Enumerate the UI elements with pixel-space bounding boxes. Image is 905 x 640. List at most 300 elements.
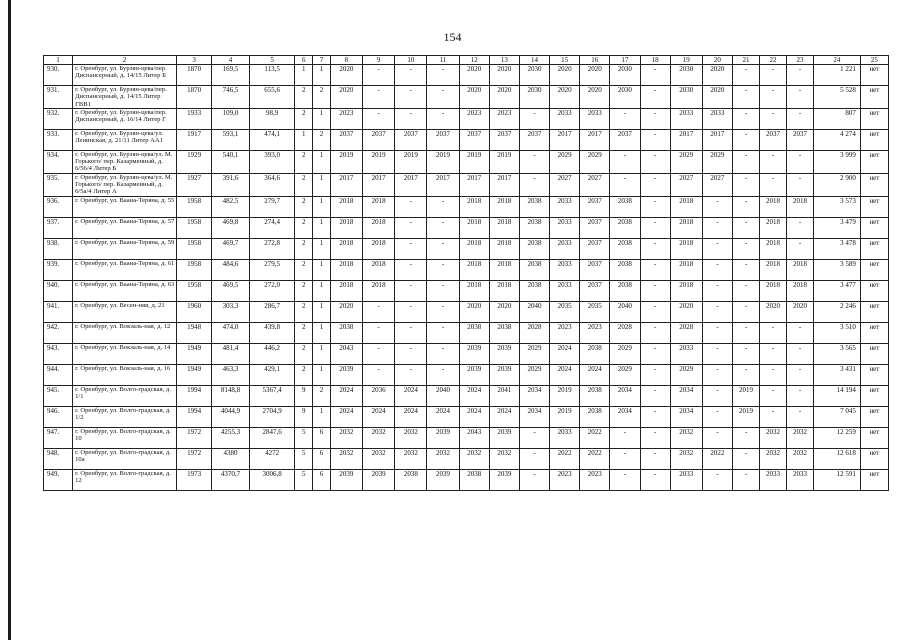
total-cell: 2 246 xyxy=(814,301,861,322)
table-cell: 1 xyxy=(313,217,331,238)
table-cell: 1958 xyxy=(177,259,212,280)
table-cell: - xyxy=(733,196,760,217)
table-cell: - xyxy=(733,301,760,322)
table-cell: 2027 xyxy=(550,173,580,196)
table-cell: - xyxy=(519,108,549,129)
table-cell: 2040 xyxy=(610,301,640,322)
total-cell: 3 431 xyxy=(814,364,861,385)
table-cell: 2022 xyxy=(580,448,610,469)
table-cell: 2032 xyxy=(670,448,702,469)
table-cell: 1958 xyxy=(177,238,212,259)
table-cell: 2017 xyxy=(459,173,489,196)
table-cell: - xyxy=(427,343,459,364)
table-cell: 2039 xyxy=(489,364,519,385)
table-cell: 286,7 xyxy=(249,301,295,322)
table-cell: - xyxy=(787,86,814,109)
status-cell: нет xyxy=(860,86,888,109)
table-cell: 2022 xyxy=(580,427,610,448)
table-cell: 2033 xyxy=(760,469,787,490)
table-cell: 1 xyxy=(313,364,331,385)
table-cell: - xyxy=(640,86,670,109)
table-cell: - xyxy=(363,322,395,343)
table-cell: 2020 xyxy=(550,65,580,86)
table-cell: 2038 xyxy=(489,322,519,343)
total-cell: 3 589 xyxy=(814,259,861,280)
table-cell: 2032 xyxy=(670,427,702,448)
table-row xyxy=(44,86,889,109)
table-cell: 1958 xyxy=(177,196,212,217)
table-cell: - xyxy=(733,65,760,86)
table-cell: - xyxy=(640,427,670,448)
table-cell: - xyxy=(640,406,670,427)
table-cell: - xyxy=(519,173,549,196)
table-cell: 2037 xyxy=(580,259,610,280)
table-cell: - xyxy=(395,238,427,259)
table-cell: 303,3 xyxy=(212,301,249,322)
column-number-15: 15 xyxy=(550,56,580,65)
row-number-cell: 936. xyxy=(44,196,73,217)
table-cell: - xyxy=(427,86,459,109)
table-cell: 1960 xyxy=(177,301,212,322)
table-cell: - xyxy=(427,196,459,217)
table-cell: - xyxy=(760,108,787,129)
table-cell: 474,0 xyxy=(212,322,249,343)
total-cell: 3 999 xyxy=(814,150,861,173)
table-cell: 1 xyxy=(313,322,331,343)
table-cell: 4044,9 xyxy=(212,406,249,427)
table-cell: 2029 xyxy=(610,364,640,385)
table-cell: 2037 xyxy=(760,129,787,150)
table-cell: - xyxy=(702,469,732,490)
total-cell: 7 045 xyxy=(814,406,861,427)
table-cell: 2017 xyxy=(550,129,580,150)
table-cell: - xyxy=(733,86,760,109)
table-cell: 469,5 xyxy=(212,280,249,301)
table-cell: - xyxy=(363,65,395,86)
table-cell: 2033 xyxy=(550,280,580,301)
table-cell: - xyxy=(702,322,732,343)
table-cell: 1870 xyxy=(177,65,212,86)
table-cell: - xyxy=(640,108,670,129)
table-cell: - xyxy=(787,217,814,238)
column-number-7: 7 xyxy=(313,56,331,65)
table-row xyxy=(44,196,889,217)
table-cell: 2033 xyxy=(670,343,702,364)
table-cell: 2033 xyxy=(670,469,702,490)
table-cell: 2020 xyxy=(550,86,580,109)
table-cell: 2019 xyxy=(395,150,427,173)
table-row xyxy=(44,385,889,406)
table-cell: 2023 xyxy=(550,469,580,490)
column-number-12: 12 xyxy=(459,56,489,65)
status-cell: нет xyxy=(860,448,888,469)
table-cell: 2034 xyxy=(610,406,640,427)
table-cell: 2018 xyxy=(670,259,702,280)
table-cell: 2019 xyxy=(489,150,519,173)
table-cell: 655,6 xyxy=(249,86,295,109)
table-cell: 2038 xyxy=(330,322,362,343)
table-cell: 5 xyxy=(295,469,313,490)
register-table xyxy=(43,55,889,491)
table-cell: 2 xyxy=(313,86,331,109)
table-cell: 2037 xyxy=(427,129,459,150)
table-cell: 2024 xyxy=(395,406,427,427)
table-cell: 2024 xyxy=(459,385,489,406)
table-cell: - xyxy=(733,238,760,259)
table-cell: 2032 xyxy=(395,448,427,469)
table-cell: - xyxy=(363,108,395,129)
table-cell: - xyxy=(640,301,670,322)
table-cell: 2023 xyxy=(459,108,489,129)
table-cell: 2034 xyxy=(519,406,549,427)
table-cell: 2033 xyxy=(702,108,732,129)
table-cell: 1973 xyxy=(177,469,212,490)
table-cell: 2022 xyxy=(702,448,732,469)
column-number-25: 25 xyxy=(860,56,888,65)
column-number-22: 22 xyxy=(760,56,787,65)
table-cell: - xyxy=(640,448,670,469)
table-cell: 2018 xyxy=(489,259,519,280)
column-number-21: 21 xyxy=(733,56,760,65)
table-cell: 2 xyxy=(295,301,313,322)
table-cell: 2 xyxy=(295,196,313,217)
table-cell: 439,8 xyxy=(249,322,295,343)
table-cell: - xyxy=(787,150,814,173)
row-number-cell: 937. xyxy=(44,217,73,238)
table-cell: 2018 xyxy=(459,196,489,217)
table-cell: 2038 xyxy=(610,196,640,217)
table-cell: - xyxy=(702,343,732,364)
column-number-header xyxy=(44,56,889,65)
table-cell: 2020 xyxy=(459,301,489,322)
total-cell: 14 194 xyxy=(814,385,861,406)
column-number-3: 3 xyxy=(177,56,212,65)
table-cell: 1949 xyxy=(177,343,212,364)
table-cell: - xyxy=(702,427,732,448)
table-cell: - xyxy=(760,65,787,86)
table-cell: 5 xyxy=(295,427,313,448)
table-cell: 2020 xyxy=(787,301,814,322)
column-number-1: 1 xyxy=(44,56,73,65)
table-cell: 364,6 xyxy=(249,173,295,196)
table-cell: - xyxy=(787,173,814,196)
status-cell: нет xyxy=(860,406,888,427)
table-cell: 4370,7 xyxy=(212,469,249,490)
row-number-cell: 938. xyxy=(44,238,73,259)
column-number-17: 17 xyxy=(610,56,640,65)
table-cell: 2020 xyxy=(330,86,362,109)
table-cell: - xyxy=(640,217,670,238)
table-cell: 5367,4 xyxy=(249,385,295,406)
total-cell: 3 477 xyxy=(814,280,861,301)
address-cell: г. Оренбург, ул. Ваана-Теряна, д. 63 xyxy=(73,280,177,301)
table-cell: 2018 xyxy=(760,280,787,301)
table-cell: - xyxy=(702,364,732,385)
address-cell: г. Оренбург, ул. Бурзян-цева/пер. Диспансерный, д. 14/15 Литер ГВВ1 xyxy=(73,86,177,109)
table-cell: 1972 xyxy=(177,427,212,448)
column-number-20: 20 xyxy=(702,56,732,65)
row-number-cell: 932. xyxy=(44,108,73,129)
table-cell: 2018 xyxy=(760,196,787,217)
table-cell: 2039 xyxy=(330,469,362,490)
total-cell: 12 618 xyxy=(814,448,861,469)
row-number-cell: 947. xyxy=(44,427,73,448)
table-cell: 482,5 xyxy=(212,196,249,217)
table-cell: 2038 xyxy=(610,217,640,238)
table-cell: 2030 xyxy=(519,65,549,86)
table-cell: 2020 xyxy=(702,65,732,86)
table-cell: 2022 xyxy=(550,448,580,469)
table-cell: - xyxy=(395,108,427,129)
table-cell: 2020 xyxy=(489,86,519,109)
table-cell: 2023 xyxy=(330,108,362,129)
column-number-5: 5 xyxy=(249,56,295,65)
total-cell: 4 274 xyxy=(814,129,861,150)
table-cell: - xyxy=(640,129,670,150)
table-cell: 2038 xyxy=(459,469,489,490)
table-cell: 2018 xyxy=(330,259,362,280)
table-cell: 2018 xyxy=(670,196,702,217)
table-cell: 2019 xyxy=(330,150,362,173)
table-cell: 2018 xyxy=(489,280,519,301)
table-cell: 6 xyxy=(313,448,331,469)
address-cell: г. Оренбург, ул. Бурзян-цева/ул. М. Горького/ пер. Казарменный, д. 6/56/4 Литер Б xyxy=(73,150,177,173)
table-cell: - xyxy=(733,343,760,364)
table-cell: 1 xyxy=(313,150,331,173)
total-cell: 12 591 xyxy=(814,469,861,490)
column-number-2: 2 xyxy=(73,56,177,65)
table-row xyxy=(44,427,889,448)
column-number-16: 16 xyxy=(580,56,610,65)
table-cell: 2033 xyxy=(787,469,814,490)
table-cell: 4272 xyxy=(249,448,295,469)
table-cell: 2041 xyxy=(489,385,519,406)
table-row xyxy=(44,280,889,301)
table-cell: 2039 xyxy=(459,343,489,364)
table-cell: 2018 xyxy=(760,238,787,259)
table-cell: 2 xyxy=(295,280,313,301)
table-cell: 2 xyxy=(295,322,313,343)
table-cell: 1 xyxy=(313,173,331,196)
table-row xyxy=(44,129,889,150)
table-cell: 2 xyxy=(295,238,313,259)
table-cell: 2038 xyxy=(580,385,610,406)
table-cell: 2019 xyxy=(550,385,580,406)
table-cell: 2017 xyxy=(489,173,519,196)
table-cell: 279,5 xyxy=(249,259,295,280)
table-cell: 5 xyxy=(295,448,313,469)
total-cell: 3 478 xyxy=(814,238,861,259)
table-cell: 2024 xyxy=(459,406,489,427)
table-cell: 2040 xyxy=(519,301,549,322)
table-cell: 2032 xyxy=(395,427,427,448)
table-cell: 279,7 xyxy=(249,196,295,217)
table-cell: 1 xyxy=(313,280,331,301)
table-cell: 9 xyxy=(295,406,313,427)
row-number-cell: 944. xyxy=(44,364,73,385)
table-cell: 469,7 xyxy=(212,238,249,259)
table-cell: - xyxy=(395,259,427,280)
table-row xyxy=(44,65,889,86)
table-cell: - xyxy=(395,217,427,238)
column-number-13: 13 xyxy=(489,56,519,65)
table-cell: 2039 xyxy=(489,469,519,490)
table-cell: 2018 xyxy=(489,196,519,217)
table-cell: - xyxy=(787,364,814,385)
status-cell: нет xyxy=(860,129,888,150)
table-cell: 2019 xyxy=(363,150,395,173)
table-cell: 393,0 xyxy=(249,150,295,173)
table-cell: - xyxy=(395,196,427,217)
table-cell: 2037 xyxy=(580,217,610,238)
table-cell: 2024 xyxy=(395,385,427,406)
column-number-11: 11 xyxy=(427,56,459,65)
table-cell: 540,1 xyxy=(212,150,249,173)
table-cell: 2017 xyxy=(670,129,702,150)
table-cell: 274,4 xyxy=(249,217,295,238)
table-cell: - xyxy=(702,238,732,259)
table-cell: 2020 xyxy=(459,65,489,86)
row-number-cell: 946. xyxy=(44,406,73,427)
table-cell: - xyxy=(760,322,787,343)
column-number-6: 6 xyxy=(295,56,313,65)
table-cell: 2032 xyxy=(459,448,489,469)
table-cell: 484,6 xyxy=(212,259,249,280)
table-cell: 2030 xyxy=(610,86,640,109)
table-cell: - xyxy=(363,301,395,322)
address-cell: г. Оренбург, ул. Весен-няя, д. 21 xyxy=(73,301,177,322)
table-cell: 2029 xyxy=(670,150,702,173)
table-cell: 2038 xyxy=(519,280,549,301)
address-cell: г. Оренбург, ул. Бурзян-цева/ул. М. Горького/ пер. Казарменный, д. 6/5а/4 Литер А xyxy=(73,173,177,196)
table-cell: 2029 xyxy=(610,343,640,364)
table-cell: 113,5 xyxy=(249,65,295,86)
table-cell: 2018 xyxy=(670,217,702,238)
table-cell: 2 xyxy=(313,385,331,406)
table-cell: - xyxy=(787,65,814,86)
table-cell: 2 xyxy=(295,150,313,173)
table-cell: 1948 xyxy=(177,322,212,343)
table-cell: - xyxy=(733,259,760,280)
table-cell: 2032 xyxy=(330,427,362,448)
table-cell: 2018 xyxy=(330,238,362,259)
row-number-cell: 943. xyxy=(44,343,73,364)
table-cell: 2029 xyxy=(519,364,549,385)
table-cell: - xyxy=(519,469,549,490)
table-cell: 3006,8 xyxy=(249,469,295,490)
row-number-cell: 948. xyxy=(44,448,73,469)
table-cell: 2039 xyxy=(363,469,395,490)
table-cell: 2018 xyxy=(670,238,702,259)
table-cell: - xyxy=(610,150,640,173)
table-cell: 2038 xyxy=(610,280,640,301)
table-cell: - xyxy=(363,364,395,385)
address-cell: г. Оренбург, ул. Волго-градская, д. 12 xyxy=(73,469,177,490)
table-cell: 2033 xyxy=(670,108,702,129)
table-cell: 2039 xyxy=(330,364,362,385)
table-cell: 2038 xyxy=(395,469,427,490)
table-cell: 2037 xyxy=(330,129,362,150)
table-cell: - xyxy=(427,238,459,259)
status-cell: нет xyxy=(860,322,888,343)
status-cell: нет xyxy=(860,217,888,238)
table-cell: 2029 xyxy=(580,150,610,173)
table-cell: - xyxy=(733,448,760,469)
table-cell: 2018 xyxy=(363,280,395,301)
table-cell: 474,1 xyxy=(249,129,295,150)
table-cell: - xyxy=(427,259,459,280)
row-number-cell: 949. xyxy=(44,469,73,490)
table-row xyxy=(44,173,889,196)
table-cell: 1949 xyxy=(177,364,212,385)
table-cell: 429,1 xyxy=(249,364,295,385)
table-cell: - xyxy=(787,406,814,427)
table-cell: - xyxy=(610,108,640,129)
table-cell: 2027 xyxy=(702,173,732,196)
table-cell: 2020 xyxy=(489,65,519,86)
table-cell: 2019 xyxy=(550,406,580,427)
table-cell: 2037 xyxy=(363,129,395,150)
page-number: 154 xyxy=(443,30,462,44)
table-cell: 2038 xyxy=(580,406,610,427)
column-number-23: 23 xyxy=(787,56,814,65)
table-cell: 4255,3 xyxy=(212,427,249,448)
status-cell: нет xyxy=(860,65,888,86)
total-cell: 12 259 xyxy=(814,427,861,448)
table-cell: 2032 xyxy=(363,448,395,469)
table-cell: 2040 xyxy=(427,385,459,406)
column-number-24: 24 xyxy=(814,56,861,65)
table-cell: 2038 xyxy=(580,343,610,364)
table-cell: 2027 xyxy=(580,173,610,196)
table-row xyxy=(44,406,889,427)
table-cell: - xyxy=(760,343,787,364)
address-cell: г. Оренбург, ул. Вокзаль-ная, д. 14 xyxy=(73,343,177,364)
table-cell: - xyxy=(640,150,670,173)
table-cell: - xyxy=(363,86,395,109)
address-cell: г. Оренбург, ул. Вокзаль-ная, д. 16 xyxy=(73,364,177,385)
table-cell: 2017 xyxy=(363,173,395,196)
table-cell: 2039 xyxy=(489,343,519,364)
table-cell: - xyxy=(702,385,732,406)
table-cell: 2033 xyxy=(550,217,580,238)
table-cell: 1929 xyxy=(177,150,212,173)
table-cell: 2029 xyxy=(702,150,732,173)
table-cell: 2704,9 xyxy=(249,406,295,427)
status-cell: нет xyxy=(860,108,888,129)
table-row xyxy=(44,343,889,364)
table-cell: - xyxy=(733,280,760,301)
table-cell: - xyxy=(395,86,427,109)
address-cell: г. Оренбург, ул. Ваана-Теряна, д. 61 xyxy=(73,259,177,280)
table-cell: 2024 xyxy=(550,343,580,364)
table-cell: 2020 xyxy=(702,86,732,109)
table-cell: 272,8 xyxy=(249,238,295,259)
table-cell: 2028 xyxy=(610,322,640,343)
table-cell: 1 xyxy=(313,65,331,86)
total-cell: 5 528 xyxy=(814,86,861,109)
status-cell: нет xyxy=(860,280,888,301)
table-cell: - xyxy=(427,280,459,301)
table-row xyxy=(44,238,889,259)
table-cell: 593,1 xyxy=(212,129,249,150)
table-cell: 2017 xyxy=(580,129,610,150)
table-cell: - xyxy=(640,196,670,217)
table-cell: 2030 xyxy=(670,65,702,86)
column-number-8: 8 xyxy=(330,56,362,65)
table-cell: - xyxy=(733,469,760,490)
row-number-cell: 930. xyxy=(44,65,73,86)
